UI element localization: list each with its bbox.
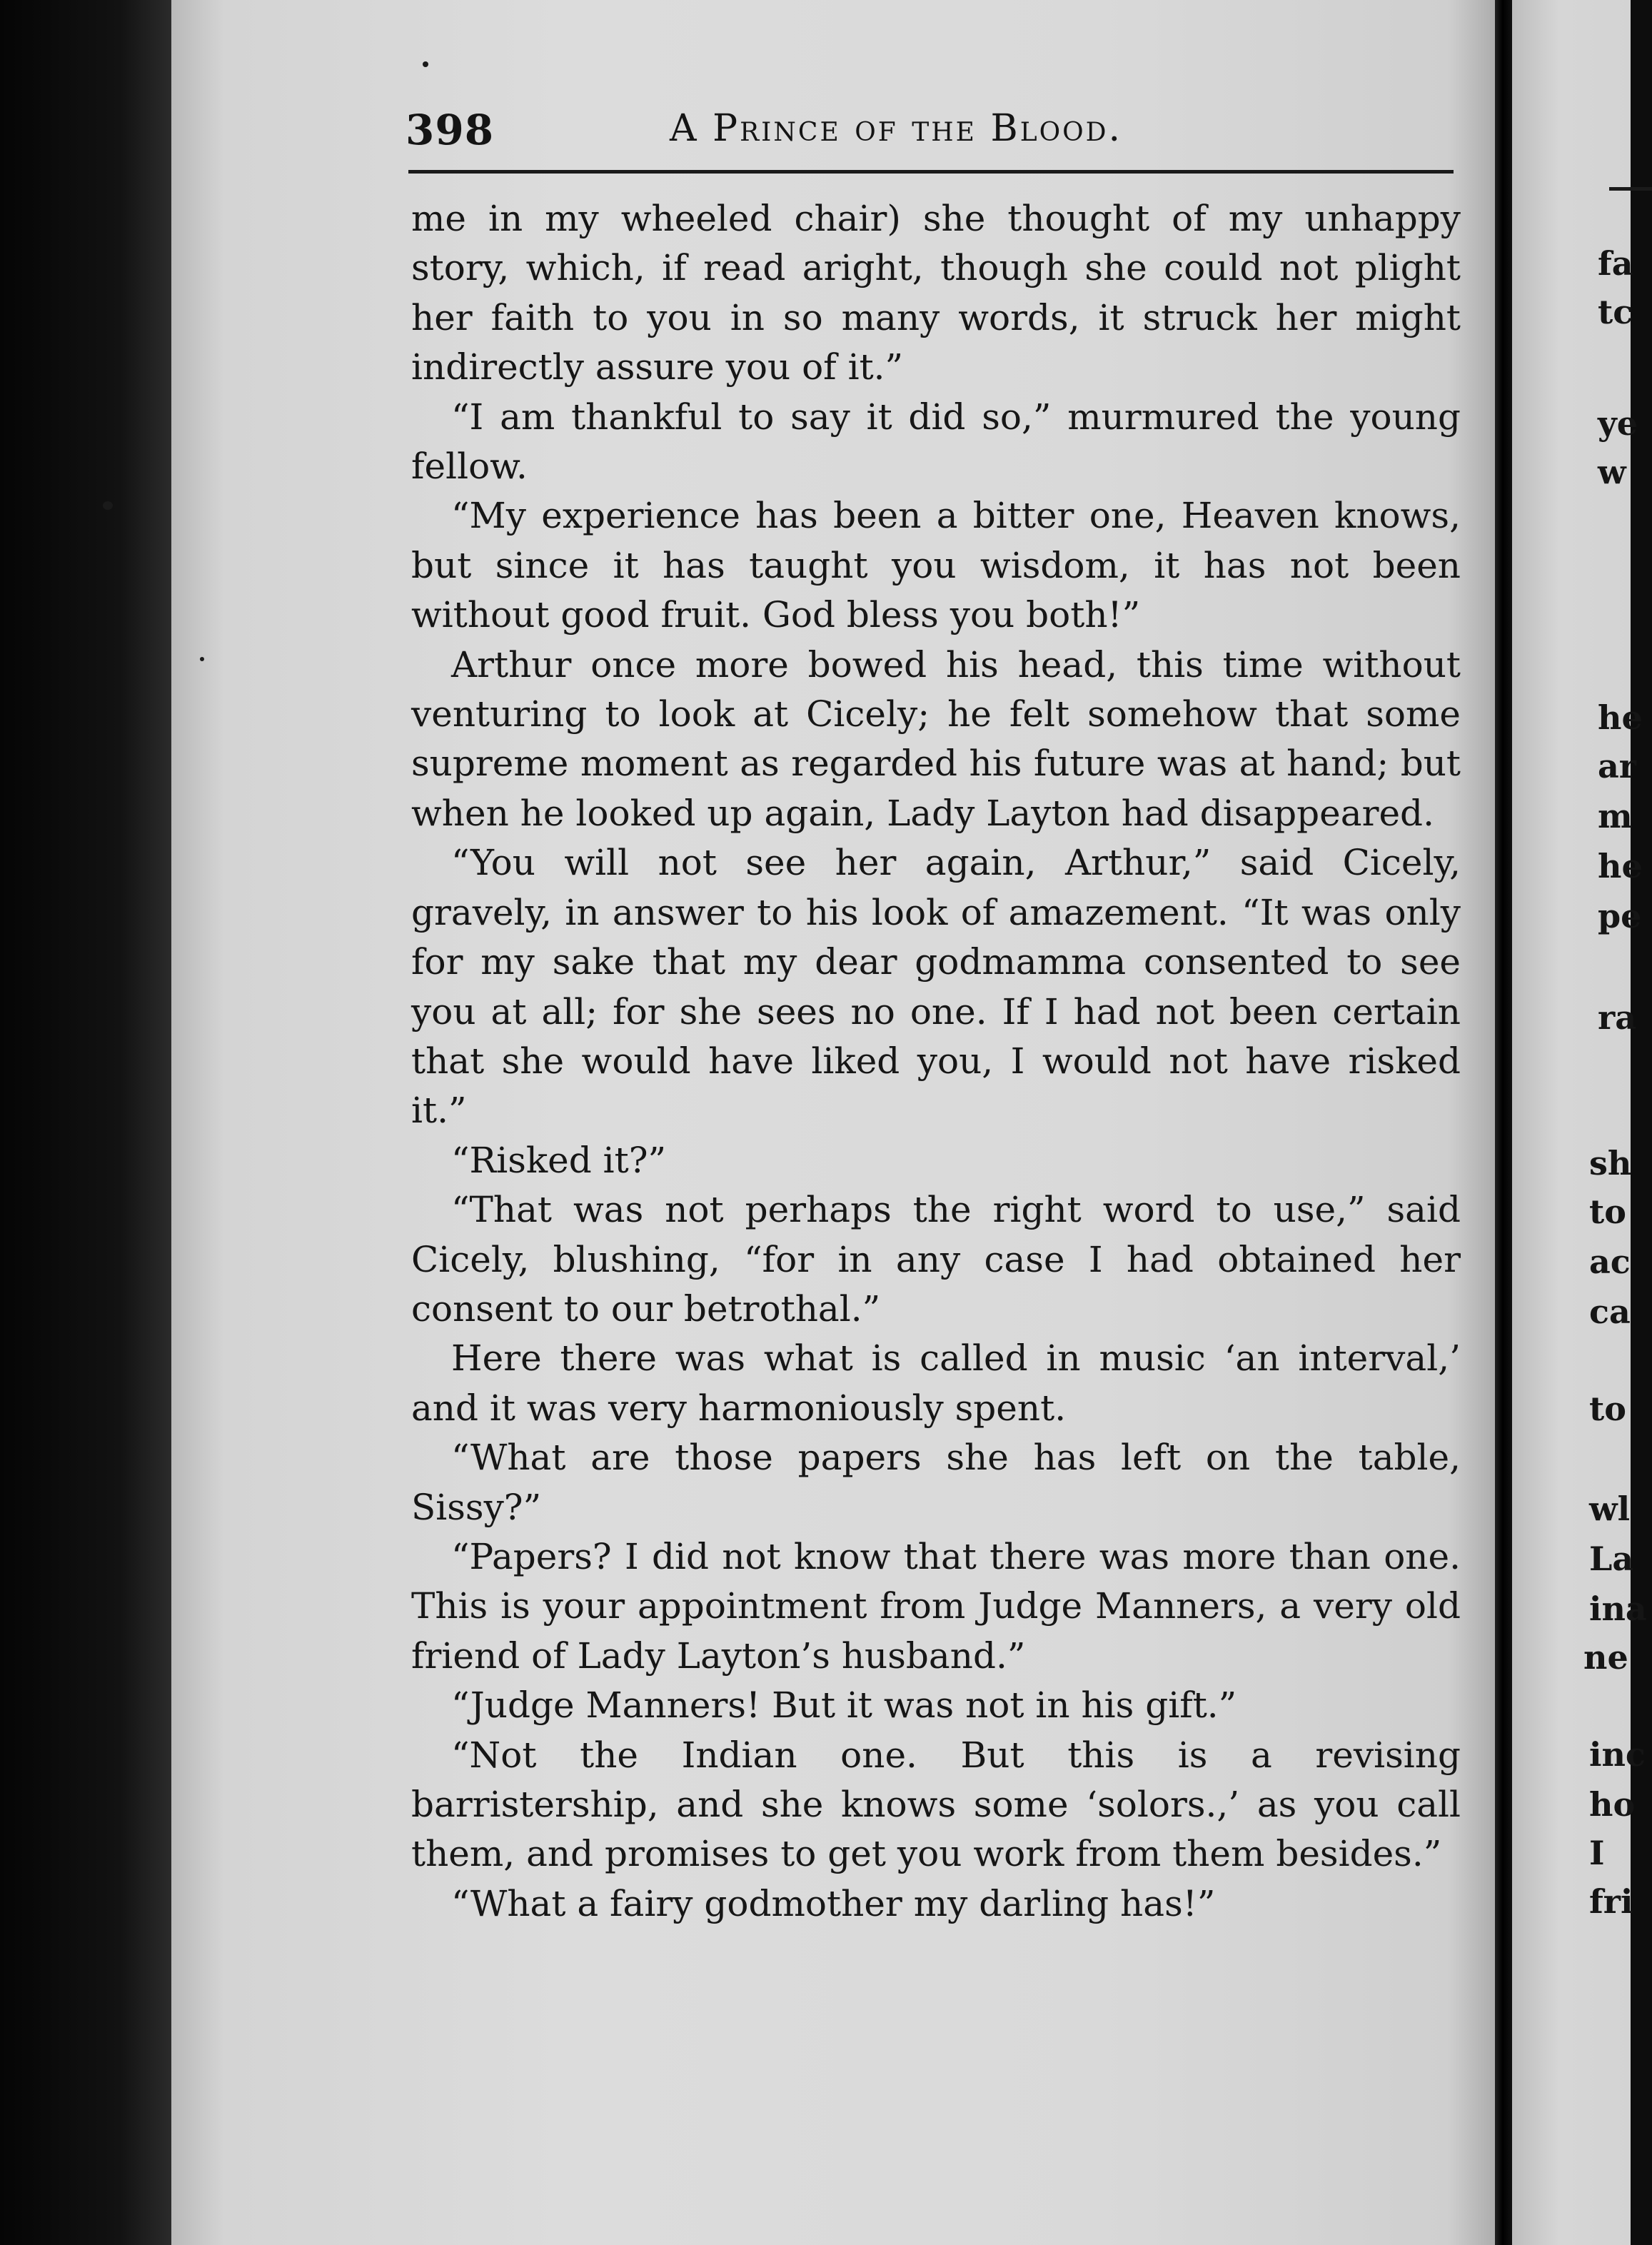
facing-page-fragment: to (1589, 1390, 1626, 1428)
facing-page-fragment: fa (1598, 244, 1633, 283)
facing-page-fragment: ac (1589, 1242, 1631, 1281)
facing-page-fragment: ra (1598, 998, 1637, 1037)
print-speck (103, 501, 113, 510)
book-title: A Prince of the Blood. (670, 107, 1123, 150)
facing-page (1512, 0, 1647, 2245)
paragraph: “Judge Manners! But it was not in his gift.” (451, 1684, 1237, 1727)
paragraph: “Papers? I did not know that there was more than one. This is your appointment from Judge Manners, a very old friend of Lady Layton’s husband.” (411, 1535, 1461, 1677)
paragraph: “You will not see her again, Arthur,” said Cicely, gravely, in answer to his look of amazement. “It was only for my sake that my dear godmamma consented to see you at all; for she sees no one. If I had not been certain that she would have liked you, I would not have risked it.” (411, 842, 1461, 1132)
facing-page-fragment: sh (1589, 1144, 1632, 1182)
paragraph: Here there was what is called in music ‘an interval,’ and it was very harmoniously spent. (411, 1337, 1461, 1429)
paragraph: “Risked it?” (451, 1139, 667, 1181)
facing-page-fragment: he (1598, 698, 1643, 737)
facing-page-fragment: La (1589, 1540, 1634, 1578)
running-header (406, 106, 1462, 163)
print-speck (423, 61, 428, 67)
paragraph: Arthur once more bowed his head, this time without venturing to look at Cicely; he felt somehow that some supreme moment as regarded his future was at hand; but when he looked up again, Lady Layton had disappeared. (411, 643, 1461, 834)
paragraph: “That was not perhaps the right word to use,” said Cicely, blushing, “for in any case I had obtained her consent to our betrothal.” (411, 1189, 1461, 1330)
paragraph: “I am thankful to say it did so,” murmured the young fellow. (411, 396, 1461, 488)
facing-page-fragment: tc (1598, 293, 1633, 331)
facing-page-fragment: pe (1598, 897, 1642, 935)
left-binding-shadow (0, 0, 171, 2245)
facing-page-fragment: he (1598, 847, 1643, 885)
facing-page-fragment: ye (1598, 404, 1638, 443)
facing-page-fragment: ar (1598, 747, 1637, 785)
book-spine-fold (1495, 0, 1512, 2245)
paragraph: “What a fairy godmother my darling has!” (451, 1882, 1216, 1924)
facing-page-fragment: ho (1589, 1785, 1636, 1824)
facing-page-fragment: wl (1589, 1490, 1631, 1528)
facing-page-fragment: w (1598, 453, 1626, 491)
paragraph: “My experience has been a bitter one, Heaven knows, but since it has taught you wisdom, it has not been without good fruit. God bless you both!” (411, 495, 1461, 636)
facing-page-fragment: fri (1589, 1882, 1633, 1921)
print-speck (200, 657, 204, 661)
page-number: 398 (406, 106, 495, 154)
facing-page-fragment: ina (1589, 1589, 1647, 1628)
facing-page-fragment: ne (1583, 1638, 1628, 1677)
facing-page-fragment: m (1598, 797, 1633, 835)
facing-page-fragment: ca (1589, 1292, 1631, 1331)
header-rule (408, 170, 1454, 174)
paragraph: me in my wheeled chair) she thought of my unhappy story, which, if read aright, though she could not plight her faith to you in so many words, it struck her might indirectly assure you of it.” (411, 198, 1461, 388)
facing-page-fragment: I (1589, 1834, 1605, 1872)
paragraph: “Not the Indian one. But this is a revising barristership, and she knows some ‘solors.,’ as you call them, and promises to get you work from them besides.” (411, 1734, 1461, 1875)
facing-page-rule (1609, 187, 1652, 191)
facing-page-fragment: to (1589, 1192, 1626, 1231)
paragraph: “What are those papers she has left on the table, Sissy?” (411, 1437, 1461, 1528)
body-text (411, 194, 1461, 1929)
facing-page-fragment: inc (1589, 1735, 1646, 1774)
